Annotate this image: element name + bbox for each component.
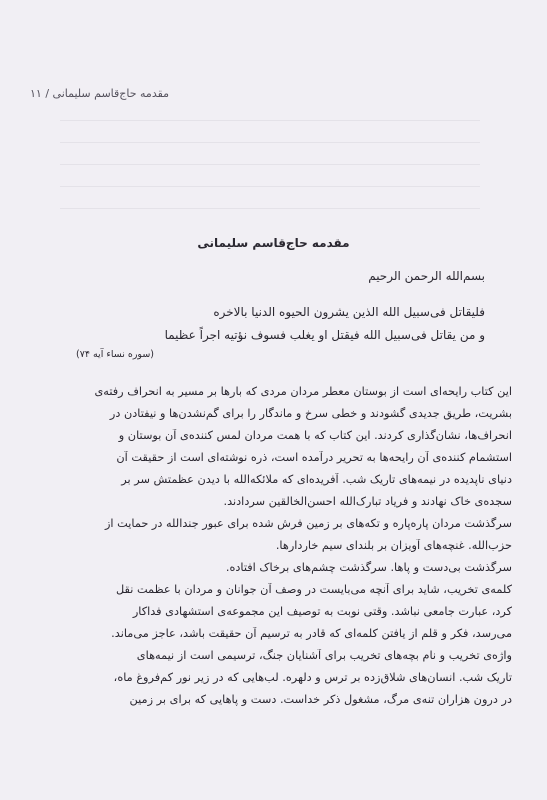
body-line: استشمام کننده‌ی آن رایحه‌ها به تحریر درآمده است، ذره نوشته‌ای است از حقیقت آن (116, 451, 512, 464)
body-line: کلمه‌ی تخریب، شاید برای آنچه می‌بایست در وصف آن جوانان و مردان با عظمت نقل (115, 583, 512, 596)
bismillah: بسم‌الله الرحمن الرحیم (368, 269, 485, 283)
bleed-through-line (60, 164, 480, 165)
verse-line: فلیقاتل فی‌سبیل الله الذین یشرون الحیوه الدنیا بالاخره (213, 305, 485, 319)
body-line: تاریک شب. انسان‌های شلاق‌زده بر ترس و دلهره. لب‌هایی که در زیر نور کم‌فروغ ماه، (113, 671, 512, 684)
body-line: حزب‌الله. غنچه‌های آویزان بر بلندای سیم خاردارها. (275, 539, 512, 552)
body-line: می‌رسد، فکر و قلم از یافتن کلمه‌ای که قادر به ترسیم آن حقیقت باشد، عاجز می‌ماند. (111, 627, 512, 640)
verse-line: و من یقاتل فی‌سبیل الله فیقتل او یغلب فسوف نؤتیه اجراً عظیما (164, 328, 485, 342)
body-line: انحراف‌ها، نشان‌گذاری کردند. این کتاب که با همت مردان لمس کننده‌ی آن بوستان و (118, 429, 512, 442)
section-heading: مقدمه حاج‌قاسم سلیمانی (197, 236, 350, 250)
body-line: سرگذشت مردان پاره‌پاره و تکه‌های بر زمین فرش شده برای عبور جندالله در حمایت از (104, 517, 512, 530)
verse-reference: (سوره نساء آیه ۷۴) (76, 349, 154, 360)
bleed-through-line (60, 186, 480, 187)
body-line: بشریت، طریق جدیدی گشودند و خطی سرخ و ماندگار را برای گم‌نشدن‌ها و نیفتادن در (109, 407, 512, 420)
body-line: دنیای ناپدیده در نیمه‌های تاریک شب. آفریده‌ای که ملائکه‌الله با دیدن عظمتش سر بر (121, 473, 512, 486)
body-line: واژه‌ی تخریب و نام بچه‌های تخریب برای آشنایان جنگ، ترسیمی است از نیمه‌های (136, 649, 512, 662)
body-line: در درون هزاران تنه‌ی مرگ، مشغول ذکر خداست. دست و پاهایی که برای بر زمین (129, 693, 512, 706)
bleed-through-line (60, 120, 480, 121)
body-line: سجده‌ی خاک نهادند و فریاد تبارک‌الله احسن‌الخالقین سردادند. (223, 495, 512, 508)
bleed-through-line (60, 142, 480, 143)
bleed-through-line (60, 208, 480, 209)
body-line: این کتاب رایحه‌ای است از بوستان معطر مردان مردی که بارها بر مسیر به انحراف رفته‌ی (94, 385, 512, 398)
body-line: کرد، عبارت جامعی نباشد. وقتی نوبت به توصیف این مجموعه‌ی استشهادی فداکار (132, 605, 512, 618)
running-head: مقدمه حاج‌قاسم سلیمانی / ۱۱ (30, 87, 170, 100)
body-line: سرگذشت بی‌دست و پاها. سرگذشت چشم‌های برخاک افتاده. (225, 561, 512, 574)
